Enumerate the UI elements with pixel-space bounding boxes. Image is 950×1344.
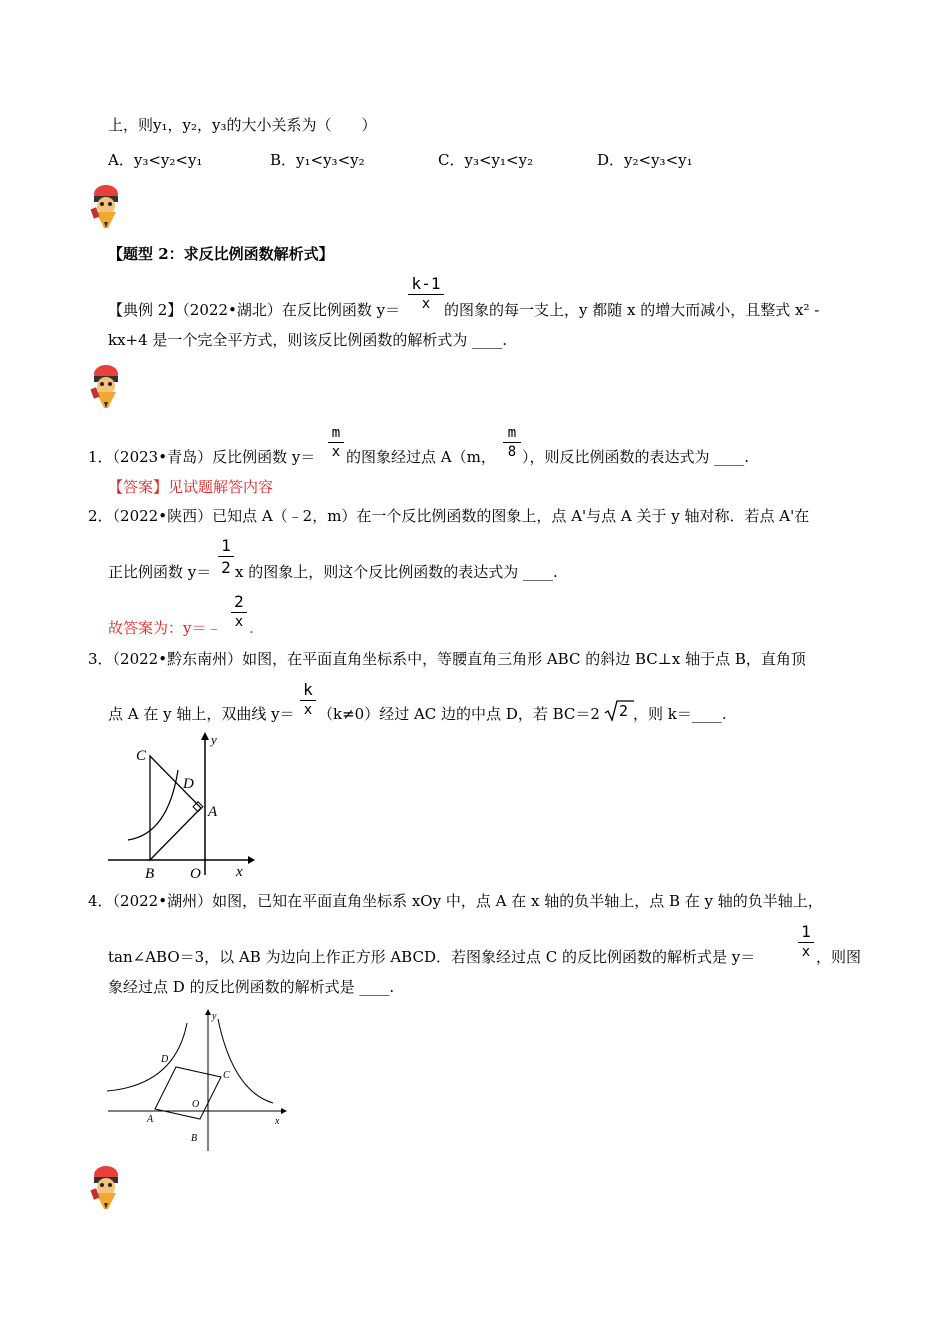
label-y: y <box>211 732 217 747</box>
x-axis-arrow-icon <box>281 1108 287 1114</box>
label-d: D <box>183 776 194 792</box>
q2-answer-end: . <box>249 619 254 637</box>
label-a: A <box>147 1114 154 1125</box>
label-b: B <box>191 1133 198 1144</box>
label-d: D <box>161 1054 169 1065</box>
q4-line2-start: tan∠ABO＝3，以 AB 为边向上作正方形 ABCD．若图象经过点 C 的反比例函数的解析式是 y＝ <box>108 948 756 966</box>
q2-answer-fraction: 2 x <box>231 592 247 630</box>
q1-fraction-m-over-8: m 8 <box>503 425 521 460</box>
type-heading: 【题型 2：求反比例函数解析式】 <box>108 245 334 263</box>
label-b: B <box>145 866 155 880</box>
hyperbola-d <box>107 1023 187 1091</box>
y-axis-arrow-icon <box>205 1009 211 1015</box>
q1-text-middle: 的图象经过点 A（m， <box>346 448 496 466</box>
q2-fraction-one-half: 1 2 <box>218 536 234 577</box>
q1-answer: 【答案】见试题解答内容 <box>108 478 274 496</box>
q1-text-end: ），则反比例函数的表达式为 ____. <box>522 448 750 466</box>
hyperbola-c <box>218 1019 273 1103</box>
label-a: A <box>208 804 218 820</box>
example2-line2: kx+4 是一个完全平方式，则该反比例函数的解析式为 ____. <box>108 331 507 349</box>
q2-line1: 2．（2022•陕西）已知点 A（﹣2，m）在一个反比例函数的图象上，点 A'与点 A 关于 y 轴对称．若点 A'在 <box>88 507 810 525</box>
example2-fraction: k-1 x <box>408 274 444 312</box>
label-x: x <box>275 1116 280 1127</box>
prev-question-tail: 上，则y₁，y₂，y₃的大小关系为（ ） <box>108 116 377 134</box>
option-a: A．y₃<y₂<y₁ <box>108 151 203 169</box>
q3-fraction-k-over-x: k x <box>300 680 316 718</box>
option-c: C．y₃<y₁<y₂ <box>438 151 534 169</box>
label-y: y <box>212 1011 217 1022</box>
q4-line3: 象经过点 D 的反比例函数的解析式是 ____. <box>108 978 395 996</box>
option-d: D．y₂<y₃<y₁ <box>597 151 693 169</box>
q4-fraction-one-over-x: 1 x <box>798 922 814 960</box>
q2-line2-start: 正比例函数 y＝ <box>108 563 212 581</box>
pencil-mascot-icon <box>86 1163 126 1209</box>
q3-line2-start: 点 A 在 y 轴上，双曲线 y＝ <box>108 705 295 723</box>
q4-line1: 4．（2022•湖州）如图，已知在平面直角坐标系 xOy 中，点 A 在 x 轴的负半轴上，点 B 在 y 轴的负半轴上， <box>88 892 823 910</box>
q1-text-start: 1．（2023•青岛）反比例函数 y＝ <box>88 448 316 466</box>
q2-answer-start: 故答案为：y＝﹣ <box>108 619 222 637</box>
example2-line1-end: 的图象的每一支上，y 都随 x 的增大而减小，且整式 x² - <box>444 301 820 319</box>
q4-line2-end: ，则图 <box>816 948 862 966</box>
x-axis-arrow-icon <box>248 856 255 864</box>
q3-line2-end: ，则 k＝____. <box>633 705 727 723</box>
q1-fraction-m-over-x: m x <box>328 425 344 460</box>
label-o: O <box>192 1099 200 1110</box>
pencil-mascot-icon <box>86 362 126 408</box>
label-c: C <box>136 748 147 764</box>
hyperbola <box>128 770 178 840</box>
q4-figure <box>105 1007 290 1155</box>
option-b: B．y₁<y₃<y₂ <box>270 151 365 169</box>
q3-line2-middle: （k≠0）经过 AC 边的中点 D，若 BC＝2 <box>318 705 600 723</box>
q3-figure <box>108 730 258 880</box>
label-o: O <box>190 866 201 880</box>
y-axis-arrow-icon <box>201 732 209 740</box>
label-x: x <box>236 864 243 880</box>
q2-line2-end: x 的图象上，则这个反比例函数的表达式为 ____. <box>235 563 558 581</box>
label-c: C <box>223 1070 230 1081</box>
example2-line1-start: 【典例 2】（2022•湖北）在反比例函数 y＝ <box>108 301 401 319</box>
triangle-abc <box>150 756 201 860</box>
pencil-mascot-icon <box>86 182 126 228</box>
q3-line1: 3．（2022•黔东南州）如图，在平面直角坐标系中，等腰直角三角形 ABC 的斜边 BC⊥x 轴于点 B，直角顶 <box>88 650 806 668</box>
